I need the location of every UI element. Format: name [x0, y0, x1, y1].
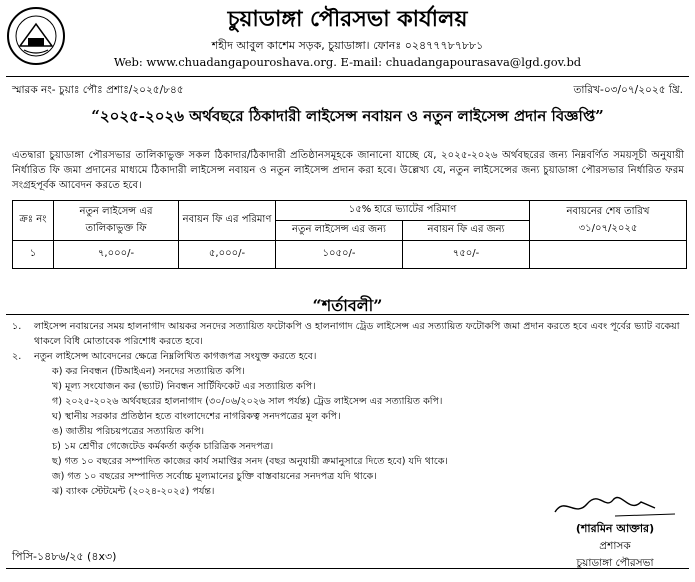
terms-divider [6, 314, 689, 315]
header-serial: ক্রঃ নং [13, 201, 54, 241]
term-text: লাইসেন্স নবায়নের সময় হালনাগাদ আয়কর সনদের সত্যায়িত ফটোকপি ও হালনাগাদ ট্রেড লাইসেন্স এর সত্যায়িত ফটোকপি জমা প্রদান করতে হবে এবং পূর্বের ভ্যাট বকেয়া থাকলে বিধি মোতাবেক পরিশোধ করতে হবে। [34, 321, 680, 347]
office-address: শহীদ আবুল কাশেম সড়ক, চুয়াডাঙ্গা। ফোনঃ ০২৪৭৭৭৮৭৮৮১ [211, 39, 484, 52]
list-item: ঝ) ব্যাংক স্টেটমেন্ট (২০২৪-২০২৫) পর্যন্ত। [52, 486, 215, 497]
office-name: চুয়াডাঙ্গা পৌরসভা কার্যালয় [227, 6, 468, 32]
intro-paragraph: এতদ্বারা চুয়াডাঙ্গা পৌরসভার তালিকাভুক্ত সকল ঠিকাদার/ঠিকাদারী প্রতিষ্ঠানসমূহকে জানানো যাচ্ছে যে, ২০২৫-২০২৬ অর্থবছরের জন্য নিম্নবর্ণিত সময়সূচী অনুযায়ী নির্ধারিত ফি জমা প্রদানের মাধ্যমে ঠিকাদারী লাইসেন্স নবায়ন ও নতুন লাইসেন্স প্রদান করা হবে। উল্লেখ্য যে, নতুন লাইসেন্সের জন্য চুয়াডাঙ্গা পৌরসভার নির্ধারিত ফরম সংগ্রহপূর্বক আবেদন করতে হবে। [12, 150, 684, 191]
memo-number: স্মারক নং- চুয়াঃ পৌঃ প্রশাঃ/২০২৫/৮৪৫ [12, 84, 184, 96]
cell-new-fee: ৭,০০০/- [54, 241, 179, 269]
terms-title: “শর্তাবলী” [312, 296, 383, 315]
term-number: ১. [12, 321, 22, 332]
header-renew-fee: নবায়ন ফি এর পরিমাণ [179, 201, 276, 241]
header-vat: ১৫% হারে ভ্যাটের পরিমাণ [276, 201, 530, 221]
list-item: ঙ) জাতীয় পরিচয়পত্রের সত্যায়িত কপি। [52, 426, 205, 437]
terms-list [12, 319, 684, 499]
required-documents-list [34, 364, 684, 499]
fee-table [12, 200, 687, 269]
header-deadline-cell [530, 201, 687, 241]
header-divider [6, 76, 689, 77]
cell-serial: ১ [13, 241, 54, 269]
signatory-name: (শারমিন আক্তার) [575, 522, 655, 535]
list-item: জ) গত ১০ বছরের সম্পাদিত সর্বোচ্চ মূল্যমানের চুক্তি বাস্তবায়নের সনদপত্র যদি থাকে। [52, 471, 377, 482]
table-header-row [13, 201, 687, 221]
signatory-office: চুয়াডাঙ্গা পৌরসভা [576, 557, 654, 569]
list-item: চ) ১ম শ্রেণীর গেজেটেড কর্মকর্তা কর্তৃক চারিত্রিক সনদপত্র। [52, 441, 274, 452]
list-item: খ) মূল্য সংযোজন কর (ভ্যাট) নিবন্ধন সার্টিফিকেট এর সত্যায়িত কপি। [52, 381, 316, 392]
deadline-date: ৩১/০৭/২০২৫ [578, 222, 638, 234]
header-deadline: নবায়নের শেষ তারিখ [566, 205, 650, 217]
print-code: পিসি-১৪৮৬/২৫ (৪x৩) [12, 550, 117, 563]
table-row [13, 241, 687, 269]
header-new-fee: নতুন লাইসেন্স এর তালিকাভুক্ত ফি [54, 201, 179, 241]
web-email-line: Web: www.chuadangapouroshava.org. E-mail: chuadangapourasava@lgd.gov.bd [113, 55, 582, 69]
letterhead [0, 0, 695, 78]
cell-vat-new: ১০৫০/- [276, 241, 403, 269]
header-vat-renew: নবায়ন ফি এর জন্য [403, 221, 530, 241]
list-item: গ) ২০২৫-২০২৬ অর্থবছরের হালনাগাদ (৩০/০৬/২০২৬ সাল পর্যন্ত) ট্রেড লাইসেন্স এর সত্যায়িত কপি। [52, 396, 443, 407]
list-item: ছ) গত ১০ বছরের সম্পাদিত কাজের কার্য সমাপ্তির সনদ (বছর অনুযায়ী ক্রমানুসারে দিতে হবে) যদি থাকে। [52, 456, 448, 467]
notice-title: “২০২৫-২০২৬ অর্থবছরে ঠিকাদারী লাইসেন্স নবায়ন ও নতুন লাইসেন্স প্রদান বিজ্ঞপ্তি” [91, 107, 604, 125]
header-vat-new: নতুন লাইসেন্স এর জন্য [276, 221, 403, 241]
term-text: নতুন লাইসেন্স আবেদনের ক্ষেত্রে নিম্নলিখিত কাগজপত্র সংযুক্ত করতে হবে। [34, 351, 317, 362]
term-item [12, 349, 684, 499]
notice-date: তারিখ-০৩/০৭/২০২৫ খ্রি. [573, 84, 683, 96]
term-item [12, 319, 684, 349]
cell-renew-fee: ৫,০০০/- [179, 241, 276, 269]
list-item: ঘ) স্থানীয় সরকার প্রতিষ্ঠান হতে বাংলাদেশের নাগরিকত্ব সনদপত্রের মূল কপি। [52, 411, 341, 422]
handwritten-signature-icon [545, 490, 685, 520]
term-number: ২. [12, 351, 22, 362]
cell-vat-renew: ৭৫০/- [403, 241, 530, 269]
signatory-title: প্রশাসক [599, 540, 631, 552]
cell-deadline-blank [530, 241, 687, 269]
list-item: ক) কর নিবন্ধন (টিআইএন) সনদের সত্যায়িত কপি। [52, 366, 245, 377]
signature-block [540, 490, 690, 573]
bottom-divider [6, 568, 689, 569]
